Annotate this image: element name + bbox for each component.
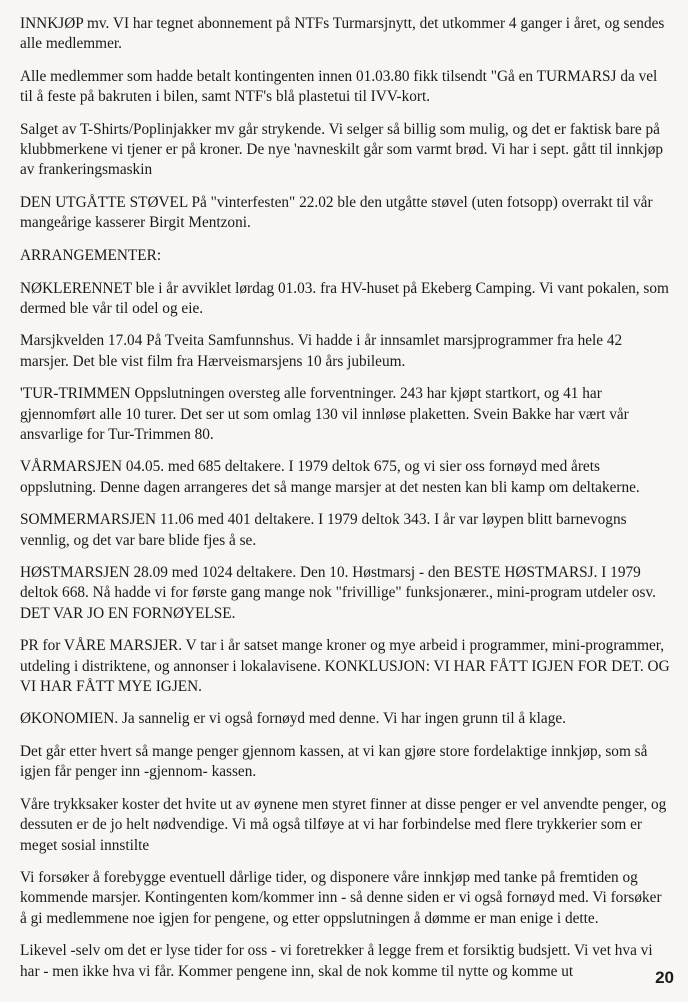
paragraph-trykksaker: Våre trykksaker koster det hvite ut av øynene men styret finner at disse penger er vel anvendte penger, og dessuten er de jo helt nødvendige. Vi må også tilføye at vi har forbindelse med flere trykkerier som er meget sosial innstilte [20, 796, 667, 854]
document-body [20, 14, 672, 994]
paragraph-innkjop: INNKJØP mv. VI har tegnet abonnement på NTFs Turmarsjnytt, det utkommer 4 ganger i året, og sendes alle medlemmer. [20, 15, 665, 53]
paragraph-marsjkvelden: Marsjkvelden 17.04 På Tveita Samfunnshus. Vi hadde i år innsamlet marsjprogrammer fra hele 42 marsjer. Det ble vist film fra Hærveismarsjens 10 års jubileum. [20, 332, 623, 370]
paragraph-budsjett: Likevel -selv om det er lyse tider for oss - vi foretrekker å legge frem et forsiktig budsjett. Vi vet hva vi har - men ikke hva vi får. Kommer pengene inn, skal de nok komme til nytte og komme ut [20, 942, 653, 980]
paragraph-kassen: Det går etter hvert så mange penger gjennom kassen, at vi kan gjøre store fordelaktige innkjøp, som så igjen får penger inn -gjennom- kassen. [20, 743, 648, 781]
section-heading-arrangementer: ARRANGEMENTER: [20, 246, 162, 264]
paragraph-tur-trimmen: 'TUR-TRIMMEN Oppslutningen oversteg alle forventninger. 243 har kjøpt startkort, og 41 har gjennomført alle 10 turer. Det ser ut som omlag 130 vil innløse plaketten. Svein Bakke har vært vår ansvarlige for Tur-Trimmen 80. [20, 385, 629, 443]
paragraph-pr: PR for VÅRE MARSJER. V tar i år satset mange kroner og mye arbeid i programmer, mini-programmer, utdeling i distriktene, og annonser i lokalavisene. KONKLUSJON: VI HAR FÅTT IGJEN FOR DET. OG VI HAR FÅTT MYE IGJEN. [20, 637, 670, 695]
paragraph-noklerennet: NØKLERENNET ble i år avviklet lørdag 01.03. fra HV-huset på Ekeberg Camping. Vi vant pokalen, som dermed ble vår til odel og eie. [20, 279, 669, 317]
paragraph-kontingent: Alle medlemmer som hadde betalt kontingenten innen 01.03.80 fikk tilsendt "Gå en TURMARSJ da vel til å feste på bakruten i bilen, samt NTF's blå plastetui til IVV-kort. [20, 67, 658, 106]
page-number: 20 [655, 968, 674, 987]
paragraph-okonomien: ØKONOMIEN. Ja sannelig er vi også fornøyd med denne. Vi har ingen grunn til å klage. [20, 710, 566, 728]
paragraph-salg: Salget av T-Shirts/Poplinjakker mv går strykende. Vi selger så billig som mulig, og det er faktisk bare på klubbmerkene vi tjener er på kroner. De nye 'navneskilt går som varmt brød. Vi har i sept. gått til innkjøp av frankeringsmaskin [20, 120, 664, 179]
paragraph-varmarsjen: VÅRMARSJEN 04.05. med 685 deltakere. I 1979 deltok 675, og vi sier oss fornøyd med årets oppslutning. Denne dagen arrangeres det så mange marsjer at det nesten kan bli kamp om deltakerne. [20, 458, 640, 496]
paragraph-utgatte-stovel: DEN UTGÅTTE STØVEL På "vinterfesten" 22.02 ble den utgåtte støvel (uten fotsopp) overrakt til vår mangeårige kasserer Birgit Mentzoni. [20, 193, 653, 232]
paragraph-sommermarsjen: SOMMERMARSJEN 11.06 med 401 deltakere. I 1979 deltok 343. I år var løypen blitt barnevogns vennlig, og det var bare blide fjes å se. [20, 511, 627, 549]
paragraph-forebygge: Vi forsøker å forebygge eventuell dårlige tider, og disponere våre innkjøp med tanke på fremtiden og kommende marsjer. Kontingenten kom/kommer inn - så denne siden er vi også fornøyd med. Vi forsøker å gi medlemmene noe igjen for pengene, og etter oppslutningen å dømme er man enige i dette. [20, 869, 662, 927]
paragraph-hostmarsjen: HØSTMARSJEN 28.09 med 1024 deltakere. Den 10. Høstmarsj - den BESTE HØSTMARSJ. I 1979 deltok 668. Nå hadde vi for første gang mange nok "frivillige" funksjonærer., mini-program utdeler osv. DET VAR JO EN FORNØYELSE. [20, 564, 656, 622]
